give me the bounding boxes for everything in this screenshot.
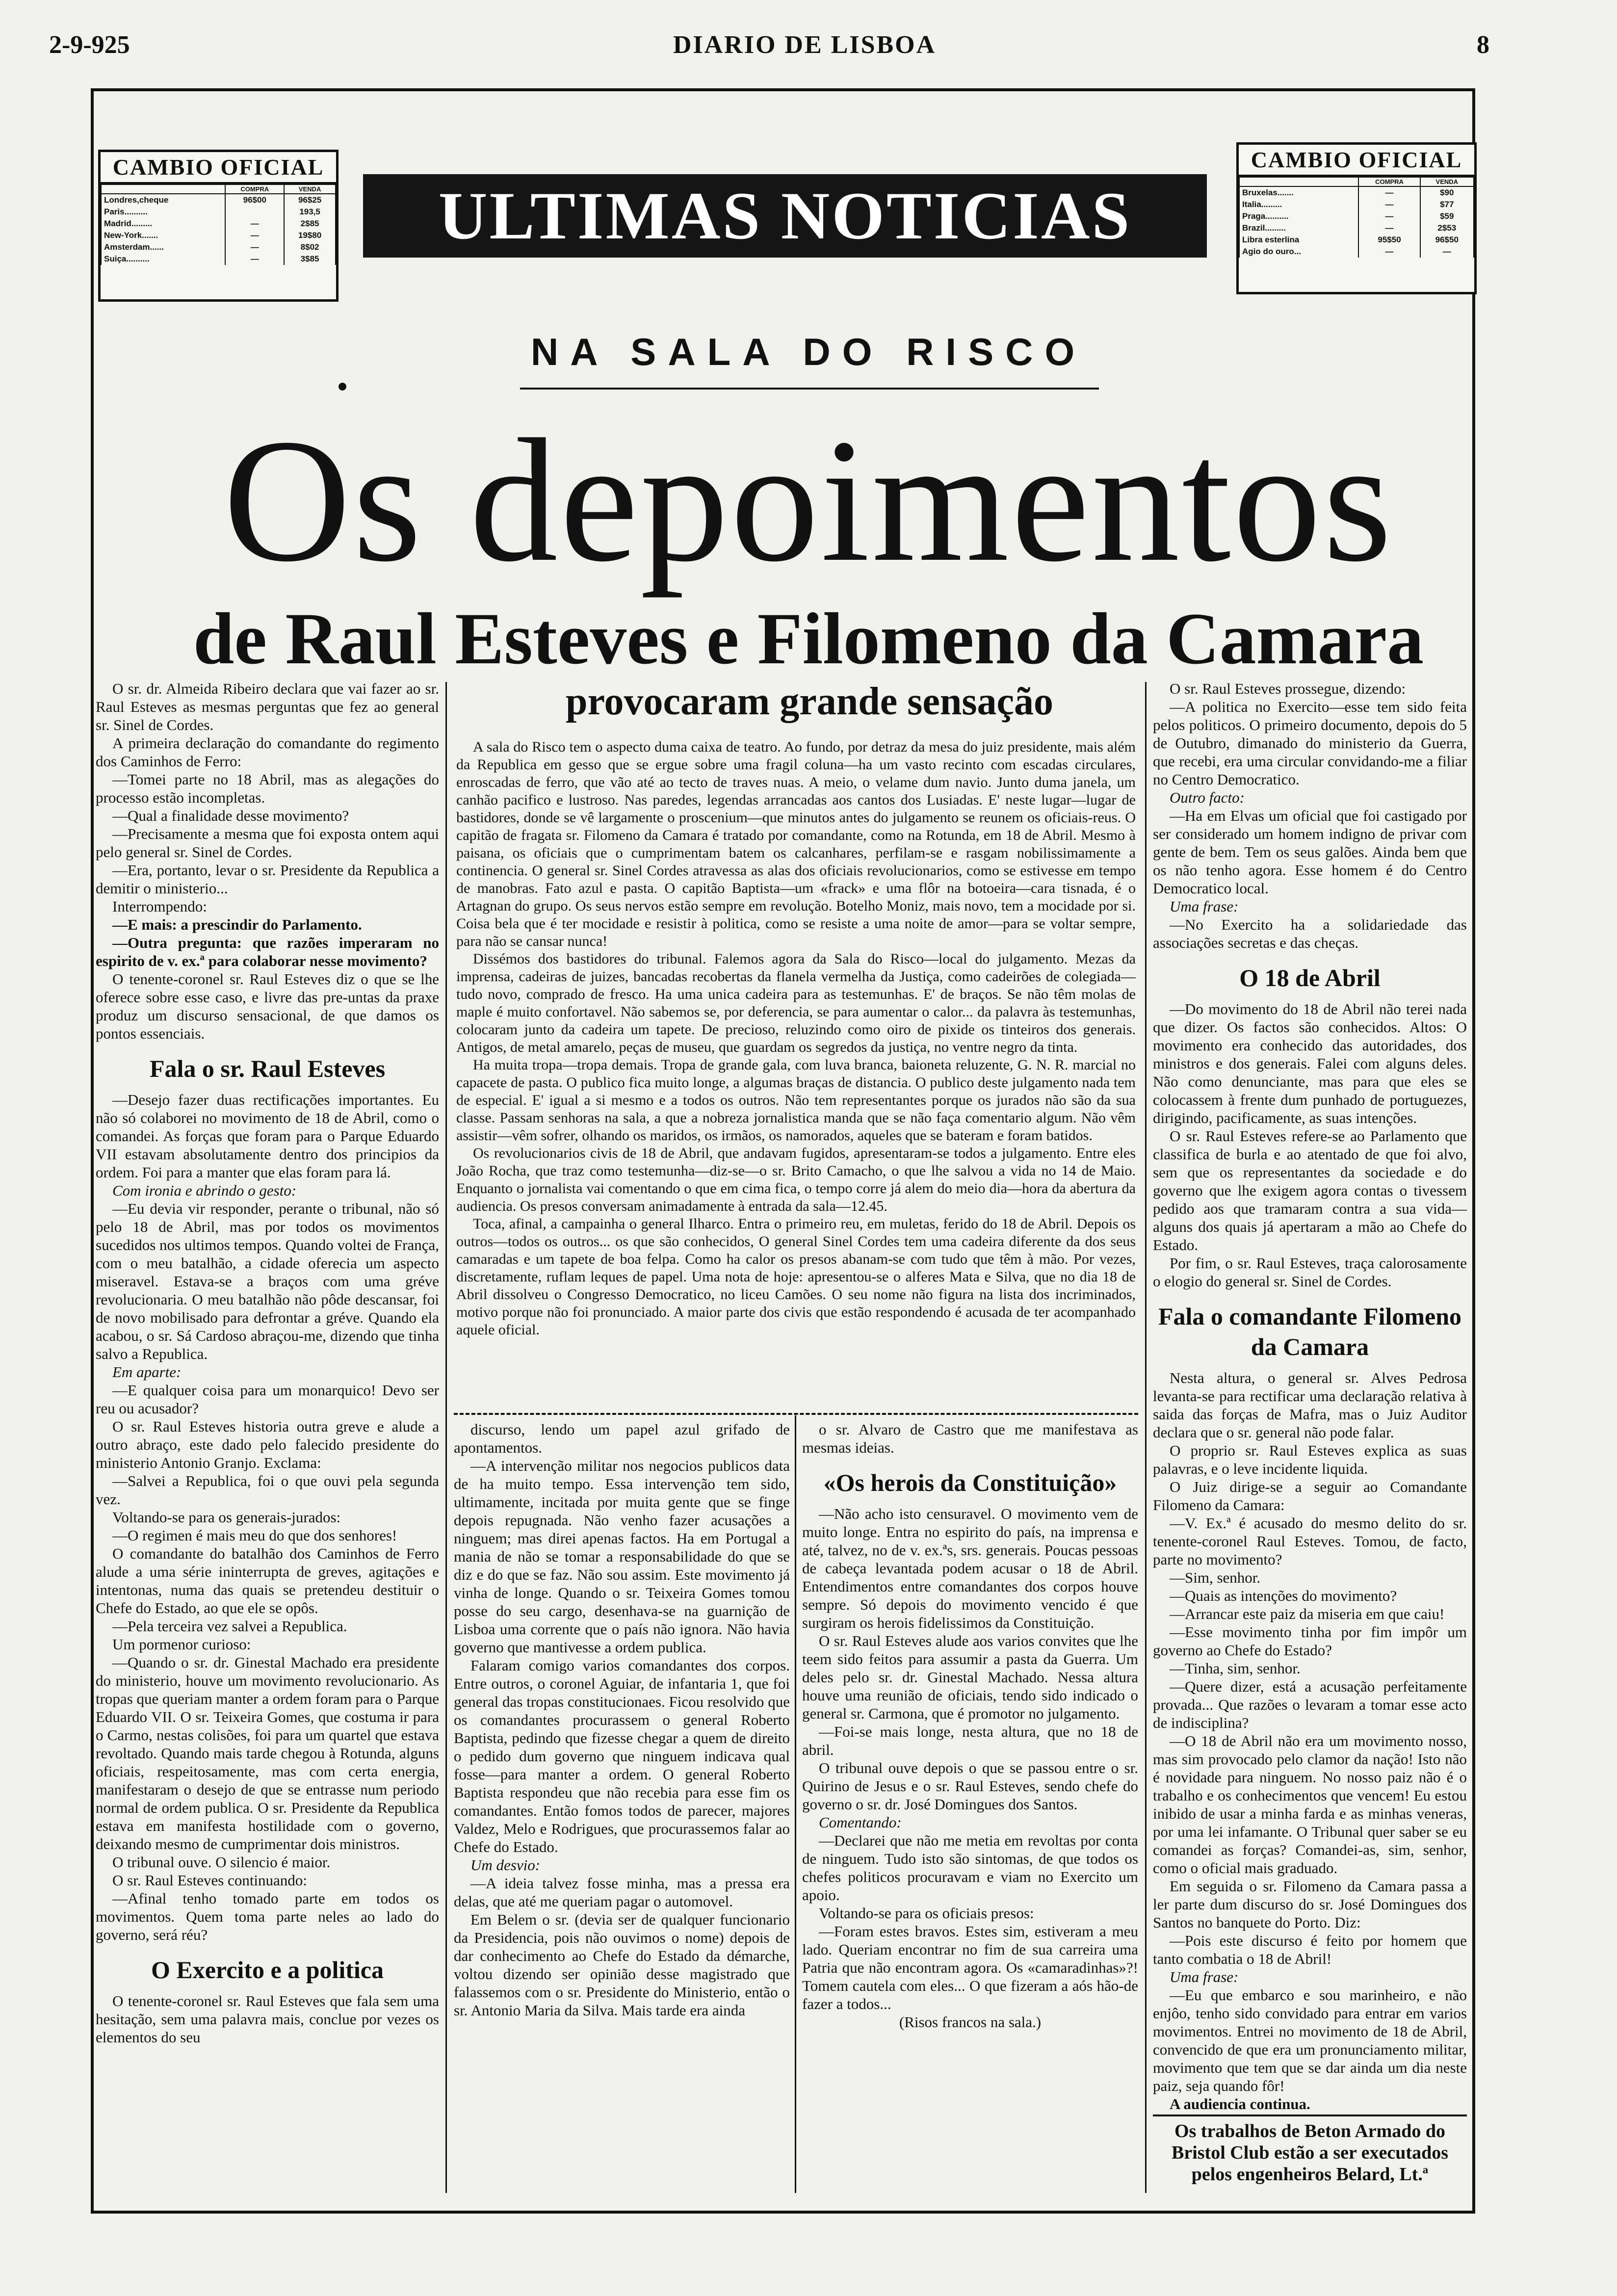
paragraph: O tribunal ouve depois o que se passou entre o sr. Quirino de Jesus e o sr. Raul Esteves, sendo chefe do governo o sr. dr. José Domingues dos Santos.: [802, 1759, 1138, 1813]
table-row: Amsterdam...... — 8$02: [101, 241, 336, 253]
exchange-title: CAMBIO OFICIAL: [101, 152, 336, 184]
paragraph: —Tinha, sim, senhor.: [1170, 1660, 1301, 1677]
table-row: New-York....... — 19$80: [101, 230, 336, 241]
paragraph: Dissémos dos bastidores do tribunal. Falemos agora da Sala do Risco—local do julgamento. Mezas da imprensa, cadeiras de juizes, bancadas recobertas da flanela vermelha da Justiça, como cadeirões de colegiada—tudo novo, comprado de fresco. Ha uma unica cadeira para as testemunhas. E' de braços. Se não têm molas de maple é muito confortavel. Não sabemos se, por deferencia, se para aumentar o calor... da palavra às testemunhas, colocaram junto da cadeira um tapete. De precioso, reluzindo como oiro de pixide os tinteiros dos generais. Antigos, de metal amarelo, peças de museu, que guardam os segredos da justiça, no ventre negro da tinta.: [456, 951, 1136, 1055]
paragraph: —Do movimento do 18 de Abril não terei nada que dizer. Os factos são conhecidos. Altos: O movimento era conhecido das autoridades, dos ministros e dos generais. Falei com alguns deles. Não como denunciante, mas para que eles se colocassem à frente dum punhado de portuguezes, dirigindo, pacificamente, as suas intenções.: [1153, 1000, 1467, 1126]
center-column: [456, 738, 1136, 1408]
kicker-title: NA SALA DO RISCO: [530, 330, 1087, 373]
paragraph: Uma frase:: [1170, 898, 1239, 915]
paragraph: —Declarei que não me metia em revoltas por conta de ninguem. Tudo isto são sintomas, de que todos os chefes politicos procuravam e viam no Exercito um apoio.: [802, 1832, 1138, 1904]
paragraph: —Outra pregunta: que razões imperaram no espirito de v. ex.ª para colaborar nesse movimento?: [96, 934, 439, 969]
table-row: Paris.......... 193,5: [101, 206, 336, 218]
paragraph: discurso, lendo um papel azul grifado de apontamentos.: [454, 1421, 790, 1456]
notice-box: Os trabalhos de Beton Armado do Bristol Club estão a ser executados pelos engenheiros Belard, Lt.ª: [1153, 2114, 1467, 2185]
paragraph: o sr. Alvaro de Castro que me manifestava as mesmas ideias.: [802, 1421, 1138, 1456]
paragraph: —Pois este discurso é feito por homem que tanto combatia o 18 de Abril!: [1153, 1932, 1467, 1967]
right-column: [1153, 679, 1467, 2113]
table-row: Suiça.......... — 3$85: [101, 253, 336, 265]
section-banner: ULTIMAS NOTICIAS: [363, 174, 1207, 258]
section-heading: Fala o comandante Filomeno da Camara: [1158, 1303, 1462, 1360]
paragraph: Em aparte:: [112, 1363, 182, 1381]
secondary-headline: de Raul Esteves e Filomeno da Camara: [193, 598, 1424, 679]
col-header: COMPRA: [1358, 177, 1420, 186]
paragraph: —Eu devia vir responder, perante o tribunal, não só pelo 18 de Abril, mas por todos os movimentos sucedidos nos ultimos tempos. Quando voltei de França, com o meu batalhão, a cidade oferecia um aspecto miseravel. Estava-se a braços com uma gréve revolucionaria. O meu batalhão não pôde descansar, foi de novo mobilisado para defrontar a gréve. Quando ela acabou, o sr. Sá Cardoso abraçou-me, dizendo que tinha salvo a Republica.: [96, 1200, 439, 1362]
issue-date: 2-9-925: [49, 31, 130, 59]
paragraph: O tenente-coronel sr. Raul Esteves que fala sem uma hesitação, sem uma palavra mais, conclue por vezes os elementos do seu: [96, 1992, 439, 2046]
exchange-rates-left: [98, 150, 339, 302]
paragraph: —O 18 de Abril não era um movimento nosso, mas sim provocado pelo clamor da nação! Isto não é novidade para ninguem. No nosso paiz não é o trabalho e os conhecimentos que vencem! Eu estou inibido de usar a minha farda e as minhas veneras, por uma lei infamante. O Tribunal quer saber se eu comandei as forças? Comandei-as, sim, senhor, como o oficial mais graduado.: [1153, 1732, 1467, 1877]
table-row: Italia......... — $77: [1239, 199, 1474, 210]
paragraph: —Tomei parte no 18 Abril, mas as alegações do processo estão incompletas.: [96, 771, 439, 806]
paragraph: —Quais as intenções do movimento?: [1170, 1587, 1397, 1604]
table-row: Libra esterlina 95$50 96$50: [1239, 234, 1474, 246]
paragraph: Em seguida o sr. Filomeno da Camara passa a ler parte dum discurso do sr. José Domingues dos Santos no banquete do Porto. Diz:: [1153, 1878, 1467, 1931]
col-header: COMPRA: [225, 184, 284, 194]
paragraph: Voltando-se para os oficiais presos:: [819, 1905, 1034, 1922]
paragraph: O Juiz dirige-se a seguir ao Comandante Filomeno da Camara:: [1153, 1478, 1467, 1513]
paragraph: —Qual a finalidade desse movimento?: [112, 807, 349, 824]
table-row: Bruxelas....... — $90: [1239, 186, 1474, 199]
paragraph: O tenente-coronel sr. Raul Esteves diz o que se lhe oferece sobre esse caso, e livre das pre-untas da praxe produz um discurso sensacional, de que damos os pontos essenciais.: [96, 970, 439, 1042]
paragraph: —V. Ex.ª é acusado do mesmo delito do sr. tenente-coronel Raul Esteves. Tomou, de facto, parte no movimento?: [1153, 1514, 1467, 1568]
table-row: Agio do ouro... — —: [1239, 246, 1474, 258]
paragraph: —Foi-se mais longe, nesta altura, que no 18 de abril.: [802, 1723, 1138, 1758]
center-left-column: [454, 1420, 790, 2193]
table-row: Praga.......... — $59: [1239, 210, 1474, 222]
paragraph: —Sim, senhor.: [1170, 1569, 1261, 1586]
paragraph: —Desejo fazer duas rectificações importantes. Eu não só colaborei no movimento de 18 de Abril, como o comandei. As forças que foram para o Parque Eduardo VII estavam absolutamente dentro dos principios da ordem. Foi para a manter que elas foram para lá.: [96, 1091, 439, 1181]
paragraph: A sala do Risco tem o aspecto duma caixa de teatro. Ao fundo, por detraz da mesa do juiz presidente, mais além da Republica em gesso que se ergue sobre uma fragil coluna—ha um vasto recinto com escadas circulares, enroscadas de ferro, que vão até ao tecto de traves nuas. A meio, o velame dum navio. Junto duma janela, um canhão pacifico e lustroso. Nas paredes, legendas arrancadas aos cantos dos Lusiadas. E' neste lugar—lugar de bastidores, donde se vê largamente o proscenium—que minutos antes do julgamento se reunem os oficiais-reus. O capitão de fragata sr. Filomeno da Camara é tratado por comandante, como na Rotunda, em 18 de Abril. Mesmo à paisana, os oficiais que o cumprimentam batem os calcanhares, perfilam-se e rasgam nobilissimamente a continencia. O general sr. Sinel Cordes atravessa as alas dos oficiais revolucionarios, como se estivesse em tempo de manobras. Fato azul e pasta. O capitão Baptista—um «frack» e uma flôr na botoeira—cara tisnada, é o Artagnan do grupo. Os seus nervos estão sempre em revolução. Botelho Moniz, mais novo, tem a mocidade por si. Coisa bela que é ter mocidade e resistir à politica, como se resiste a uma noite de amor—para se voltar sempre, para não se cansar nunca!: [456, 739, 1136, 949]
paragraph: Um desvio:: [470, 1856, 541, 1874]
paragraph: —E qualquer coisa para um monarquico! Devo ser reu ou acusador?: [96, 1382, 439, 1417]
col-header: VENDA: [284, 184, 336, 194]
paragraph: Ha muita tropa—tropa demais. Tropa de grande gala, com luva branca, baioneta reluzente, G. N. R. marcial no capacete de pasta. O publico fica muito longe, a algumas braças de distancia. O publico deste julgamento nada tem de especial. E' igual a si mesmo e a todos os outros. Não tem representantes porque os jurados não são da sua classe. Passam senhoras na sala, a que a nobreza jornalistica manda que se não faça comentario algum. Não vêm assistir—vêm sofrer, olhando os maridos, os irmãos, os namorados, aqueles que se bateram e foram batidos.: [456, 1057, 1136, 1144]
column-rule: [795, 1415, 796, 2193]
table-row: Londres,cheque 96$00 96$25: [101, 194, 336, 206]
table-row: Madrid......... — 2$85: [101, 218, 336, 230]
section-heading: Fala o sr. Raul Esteves: [149, 1055, 386, 1082]
paragraph: —Salvei a Republica, foi o que ouvi pela segunda vez.: [96, 1472, 439, 1508]
paragraph: O tribunal ouve. O silencio é maior.: [112, 1853, 331, 1871]
paragraph: Comentando:: [819, 1814, 902, 1831]
paragraph: Outro facto:: [1170, 789, 1245, 806]
paragraph: Interrompendo:: [112, 898, 207, 915]
paragraph: Falaram comigo varios comandantes dos corpos. Entre outros, o coronel Aguiar, de infantaria 1, que foi general das tropas constitucionaes. Ficou resolvido que os comandantes procurassem o general Roberto Baptista, pedindo que fizesse chegar a quem de direito o pedido dum governo que ninguem indicava qual fosse—para manter a ordem. O general Roberto Baptista respondeu que não recebia para esse fim os comandantes. Então fomos todos de parecer, majores Valdez, Melo e Rodrigues, que procurassemos falar ao Chefe do Estado.: [454, 1657, 790, 1855]
exchange-title: CAMBIO OFICIAL: [1239, 145, 1474, 177]
paragraph: O sr. Raul Esteves refere-se ao Parlamento que classifica de burla e ao atentado de que foi alvo, sem que os representantes da sociedade e do governo que lhe exigem agora contas o tivessem pedido aos que tramaram contra a sua vida—alguns dos quais já apertaram a mão ao Chefe do Estado.: [1153, 1127, 1467, 1253]
paragraph: —Quando o sr. dr. Ginestal Machado era presidente do ministerio, houve um movimento revolucionario. As tropas que queriam manter a ordem foram para o Parque Eduardo VII. O sr. Teixeira Gomes, que costuma ir para o Carmo, nestas colisões, foi para um quartel que estava revoltado. Quando mais tarde chegou à Rotunda, alguns oficiais, respeitosamente, mas com certa energia, manifestaram o desejo de que se entrasse num periodo normal de ordem publica. O sr. Presidente da Republica estava em manifesta hostilidade com o governo, deixando mesmo de cumprimentar dois ministros.: [96, 1654, 439, 1852]
paragraph: O sr. Raul Esteves prossegue, dizendo:: [1170, 680, 1406, 697]
paragraph: —A ideia talvez fosse minha, mas a pressa era delas, que até me queriam pagar o automovel.: [454, 1875, 790, 1910]
center-right-column: [802, 1420, 1138, 2193]
paragraph: —Eu que embarco e sou marinheiro, e não enjôo, tenho sido convidado para entrar em varios movimentos. Entrei no movimento de 18 de Abril, convencido de que era um pronunciamento militar, movimento que tem que se dar ainda um dia neste paiz, seja quando fôr!: [1153, 1986, 1467, 2094]
column-rule: [445, 682, 447, 2193]
paragraph: O sr. Raul Esteves continuando:: [112, 1872, 307, 1889]
paragraph: O comandante do batalhão dos Caminhos de Ferro alude a uma série ininterrupta de greves, agitações e intentonas, numa das quais se pretendeu destituir o Chefe do Estado, ao que ele se opôs.: [96, 1545, 439, 1617]
paragraph: —Arrancar este paiz da miseria em que caiu!: [1170, 1605, 1445, 1622]
paragraph: —Precisamente a mesma que foi exposta ontem aqui pelo general sr. Sinel de Cordes.: [96, 825, 439, 861]
paragraph: —No Exercito ha a solidariedade das associações secretas e das cheças.: [1153, 916, 1467, 951]
paragraph: —Era, portanto, levar o sr. Presidente da Republica a demitir o ministerio...: [96, 861, 439, 897]
paragraph: O proprio sr. Raul Esteves explica as suas palavras, e o leve incidente liquida.: [1153, 1442, 1467, 1477]
section-divider: [454, 1413, 1138, 1415]
paragraph: —A politica no Exercito—esse tem sido feita pelos politicos. O primeiro documento, depois do 5 de Outubro, dimanado do ministerio da Guerra, que recebi, era uma circular convidando-me a filiar no Centro Democratico.: [1153, 698, 1467, 788]
subheadline: provocaram grande sensação: [566, 680, 1053, 723]
bullet-icon: [339, 383, 346, 391]
paragraph: —Ha em Elvas um oficial que foi castigado por ser considerado um homem indigno de privar com gente de bem. Tem os seus galões. Ainda bem que os não tenho agora. Esse homem é do Centro Democratico local.: [1153, 807, 1467, 897]
section-heading: O Exercito e a politica: [151, 1956, 384, 1983]
paragraph: —Afinal tenho tomado parte em todos os movimentos. Quem toma parte neles ao lado do governo, será réu?: [96, 1890, 439, 1943]
section-heading: O 18 de Abril: [1239, 964, 1381, 991]
column-rule: [1145, 682, 1147, 2193]
section-heading: «Os herois da Constituição»: [823, 1469, 1117, 1496]
exchange-table: [101, 184, 336, 265]
paragraph: A primeira declaração do comandante do regimento dos Caminhos de Ferro:: [96, 734, 439, 770]
paragraph: Com ironia e abrindo o gesto:: [112, 1182, 297, 1199]
paragraph: O sr. dr. Almeida Ribeiro declara que vai fazer ao sr. Raul Esteves as mesmas perguntas que fez ao general sr. Sinel de Cordes.: [96, 680, 439, 733]
paragraph: —E mais: a prescindir do Parlamento.: [112, 916, 362, 933]
paragraph: —Pela terceira vez salvei a Republica.: [112, 1618, 347, 1635]
paragraph: Toca, afinal, a campainha o general Ilharco. Entra o primeiro reu, em muletas, ferido do 18 de Abril. Depois os outros—todos os outros... os que são conhecidos, O general Sinel Cordes tem uma cadeira diferente da dos seus camaradas e um tapete de boa felpa. Como ha calor os presos abanam-se com tudo que têm à mão. Por vezes, discretamente, ruflam leques de papel. Uma nota de hoje: apresentou-se o alferes Mata e Silva, que no dia 18 de Abril dissolveu o Congresso Democratico, no liceu Camões. O seu nome não figura na lista dos incriminados, motivo porque não foi pronunciado. A maior parte dos civis que estão respondendo é acusada de ter acompanhado aquele oficial.: [456, 1216, 1136, 1338]
paragraph: (Risos francos na sala.): [899, 2013, 1042, 2031]
newspaper-name: DIARIO DE LISBOA: [673, 31, 937, 59]
paragraph: Nesta altura, o general sr. Alves Pedrosa levanta-se para rectificar uma declaração relativa à saida das forças de Mafra, mas o Juiz Auditor declara que o sr. general não pode falar.: [1153, 1369, 1467, 1441]
exchange-table: [1239, 177, 1474, 258]
paragraph: —Quere dizer, está a acusação perfeitamente provada... Que razões o levaram a tomar esse acto de indisciplina?: [1153, 1678, 1467, 1731]
paragraph: —A intervenção militar nos negocios publicos data de ha muito tempo. Essa intervenção tem sido, ultimamente, incitada por muita gente que se finge depois repugnada. Não venho fazer acusações a ninguem; mas direi apenas factos. Ha em Portugal a mania de não se tomar a responsabilidade do que se diz e do que se faz. Não sou assim. Este movimento já vinha de longe. Quando o sr. Teixeira Gomes tomou posse do seu cargo, desenhava-se na guarnição de Lisboa uma corrente que o país não ignora. Não havia governo que mantivesse a ordem publica.: [454, 1457, 790, 1656]
paragraph: Por fim, o sr. Raul Esteves, traça calorosamente o elogio do general sr. Sinel de Cordes.: [1153, 1254, 1467, 1290]
paragraph: Em Belem o sr. (devia ser de qualquer funcionario da Presidencia, pois não ouvimos o nome) depois de dar conhecimento ao Chefe do Estado da démarche, voltou dizendo ser opinião desse magistrado que falassemos com o sr. Presidente do Ministerio, então o sr. Antonio Maria da Silva. Mais tarde era ainda: [454, 1911, 790, 2019]
paragraph: —Não acho isto censuravel. O movimento vem de muito longe. Entra no espirito do país, na imprensa e até, talvez, no de v. ex.ªs, srs. generais. Poucas pessoas de cabeça levantada podem acusar o 18 de Abril. Entendimentos entre comandantes dos corpos houve sempre. Só depois do movimento vencido é que surgiram os herois fidelissimos da Constituição.: [802, 1505, 1138, 1631]
main-headline: Os depoimentos: [223, 402, 1394, 598]
paragraph: —O regimen é mais meu do que dos senhores!: [112, 1527, 397, 1544]
paragraph: Um pormenor curioso:: [112, 1636, 251, 1653]
paragraph: —Foram estes bravos. Estes sim, estiveram a meu lado. Queriam encontrar no fim de sua carreira uma Patria que não encontram agora. Os «camaradinhas»?! Tomem cautela com eles... O que fizeram a aós hão-de fazer a todos...: [802, 1923, 1138, 2012]
paragraph: Uma frase:: [1170, 1968, 1239, 1985]
paragraph: A audiencia continua.: [1170, 2095, 1310, 2113]
ornament-rule: [520, 388, 1099, 393]
page-number: 8: [1477, 31, 1489, 59]
left-column: [96, 679, 439, 2195]
col-header: VENDA: [1420, 177, 1474, 186]
paragraph: Os revolucionarios civis de 18 de Abril, que andavam fugidos, apresentaram-se todos a julgamento. Entre eles João Rocha, que traz como testemunha—diz-se—o sr. Brito Camacho, o que lhe salvou a vida no 14 de Maio. Enquanto o jornalista vai comentando o que em cima fica, o tempo corre já alem do meio dia—hora da abertura da audiencia. Os presos conversam animadamente à entrada da sala—12.45.: [456, 1145, 1136, 1214]
paragraph: O sr. Raul Esteves historia outra greve e alude a outro abraço, este dado pelo falecido presidente do ministerio Antonio Granjo. Exclama:: [96, 1418, 439, 1471]
paragraph: —Esse movimento tinha por fim impôr um governo ao Chefe do Estado?: [1153, 1623, 1467, 1659]
exchange-rates-right: [1236, 142, 1477, 294]
table-row: Brazil......... — 2$53: [1239, 222, 1474, 234]
paragraph: O sr. Raul Esteves alude aos varios convites que lhe teem sido feitos para assumir a pasta da Guerra. Um deles pelo sr. dr. Ginestal Machado. Nessa altura houve uma reunião de oficiais, tendo sido indicado o general sr. Carmona, que é promotor no julgamento.: [802, 1632, 1138, 1722]
paragraph: Voltando-se para os generais-jurados:: [112, 1509, 341, 1526]
